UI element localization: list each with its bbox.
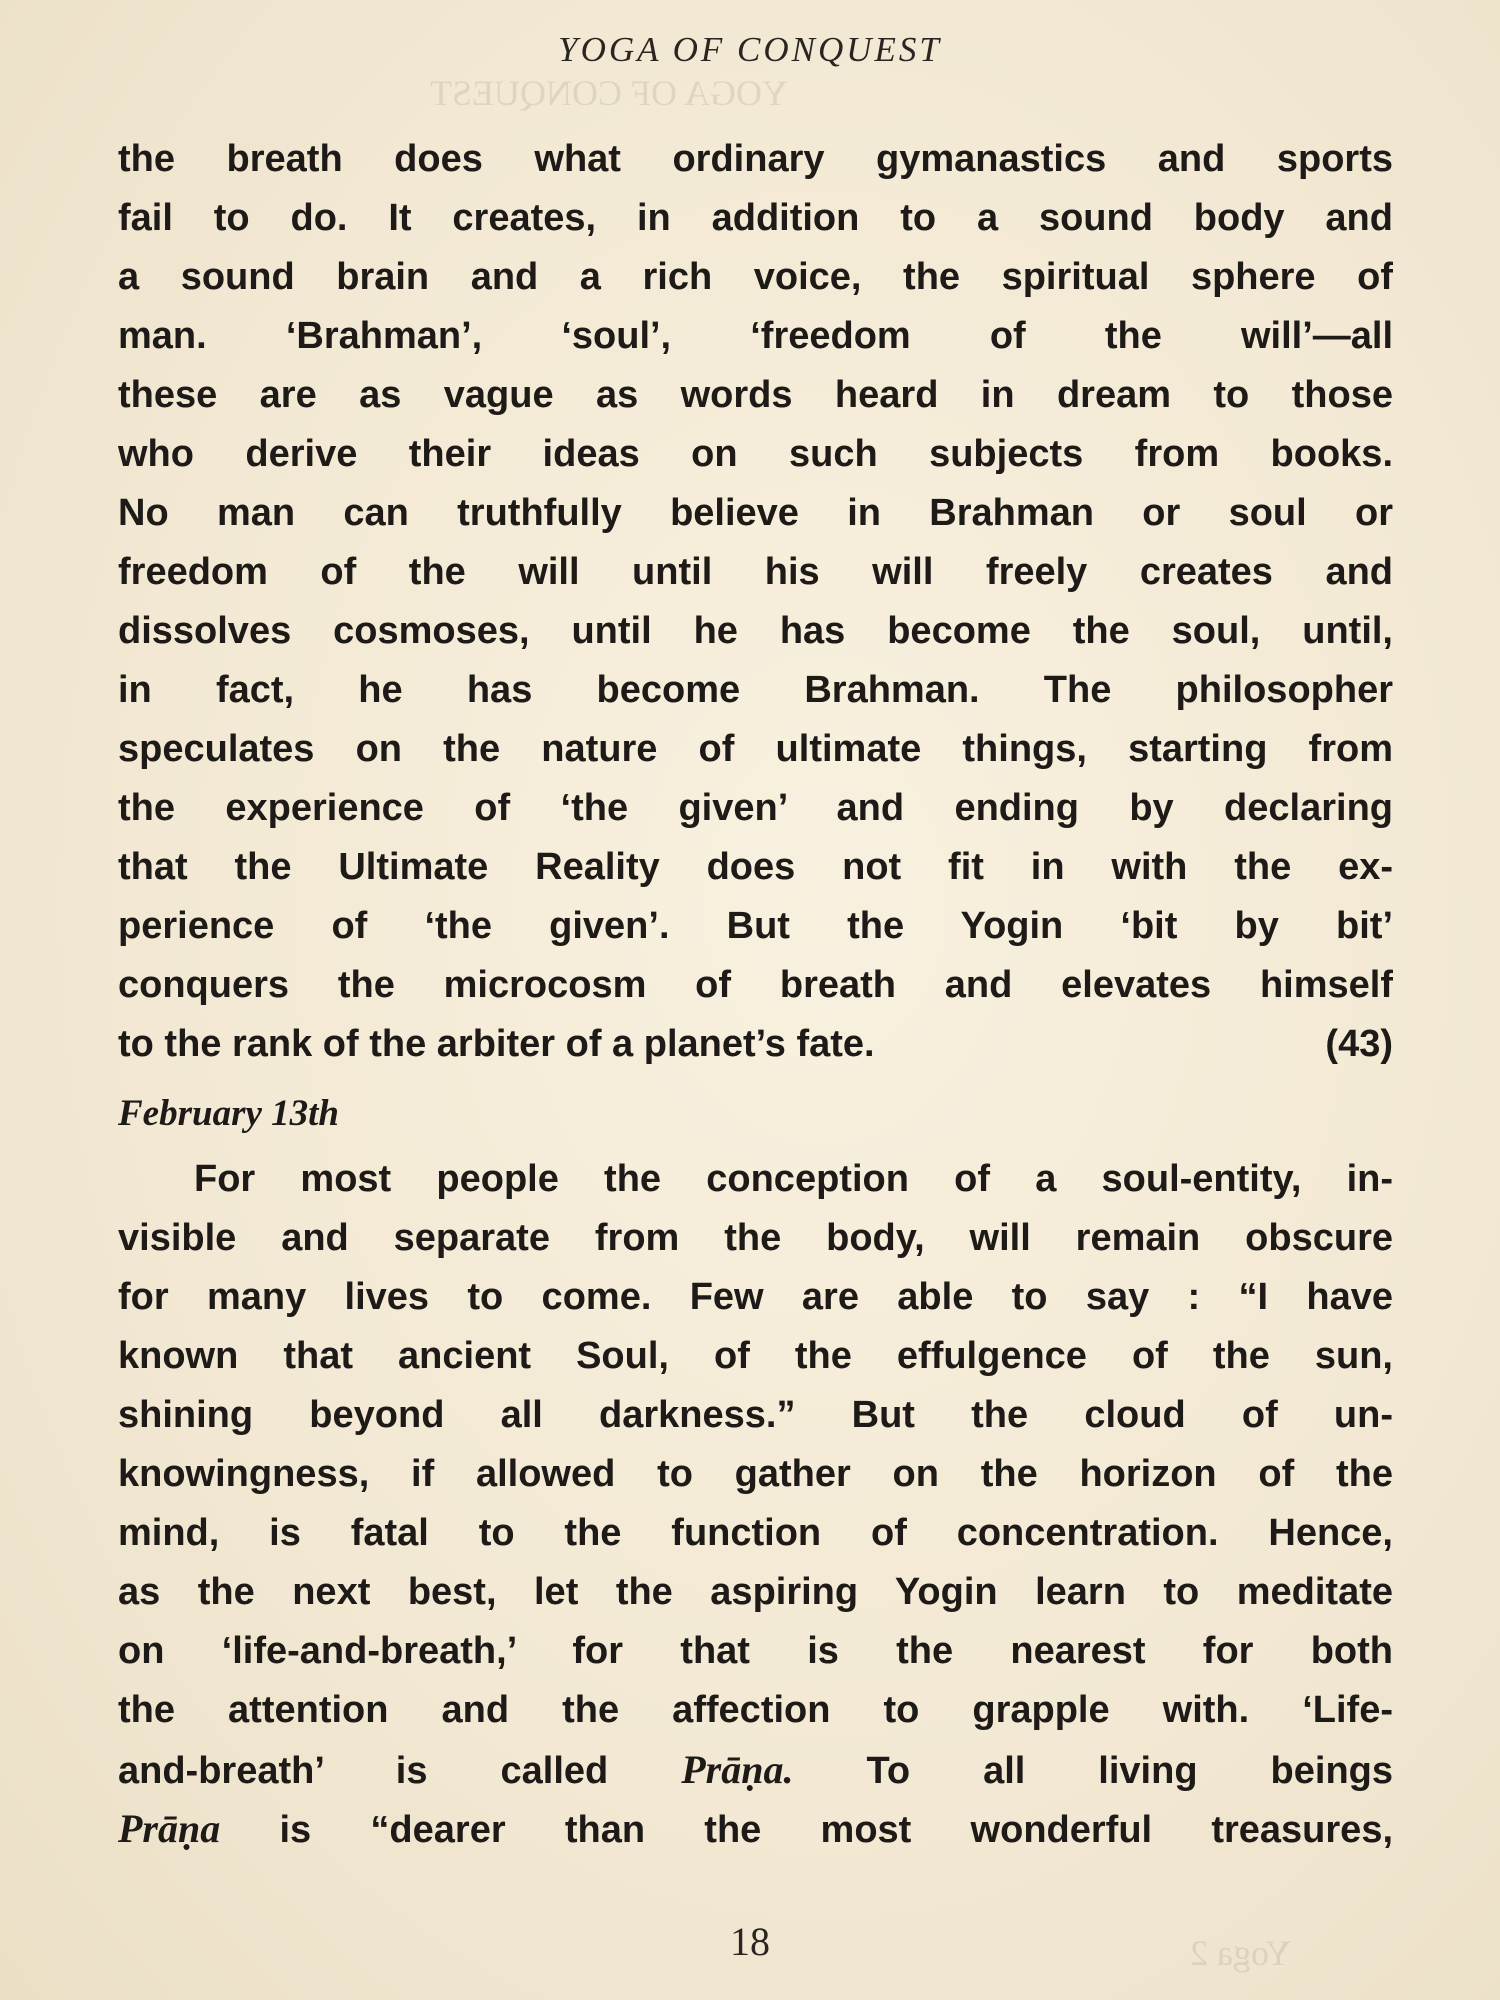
- entry-number: (43): [1325, 1023, 1393, 1065]
- text-line: these are as vague as words heard in dream to those: [118, 374, 1393, 416]
- text-line: fail to do. It creates, in addition to a sound body and: [118, 197, 1393, 239]
- text-line: conquers the microcosm of breath and elevates himself: [118, 964, 1393, 1006]
- text-line: knowingness, if allowed to gather on the horizon of the: [118, 1453, 1393, 1495]
- text-line: visible and separate from the body, will remain obscure: [118, 1217, 1393, 1259]
- text-line: No man can truthfully believe in Brahman or soul or: [118, 492, 1393, 534]
- text-line: for many lives to come. Few are able to say : “I have: [118, 1276, 1393, 1318]
- text-line-last: [118, 1015, 1393, 1074]
- text-line: shining beyond all darkness.” But the cloud of un-: [118, 1394, 1393, 1436]
- text-line: that the Ultimate Reality does not fit in with the ex-: [118, 846, 1393, 888]
- text-line: the experience of ‘the given’ and ending by declaring: [118, 787, 1393, 829]
- text-line: dissolves cosmoses, until he has become the soul, until,: [118, 610, 1393, 652]
- running-header: YOGA OF CONQUEST: [558, 30, 942, 69]
- text-line: in fact, he has become Brahman. The philosopher: [118, 669, 1393, 711]
- show-through-text: YOGA OF CONQUEST: [430, 73, 789, 113]
- entry-date: February 13th: [118, 1093, 340, 1134]
- text-line: mind, is fatal to the function of concentration. Hence,: [118, 1512, 1393, 1554]
- text-line: perience of ‘the given’. But the Yogin ‘bit by bit’: [118, 905, 1393, 947]
- text-line: as the next best, let the aspiring Yogin learn to meditate: [118, 1571, 1393, 1613]
- show-through-text: Yoga 2: [1190, 1933, 1292, 1973]
- text-line: on ‘life-and-breath,’ for that is the nearest for both: [118, 1630, 1393, 1672]
- text-line: speculates on the nature of ultimate things, starting from: [118, 728, 1393, 770]
- text-line: who derive their ideas on such subjects from books.: [118, 433, 1393, 475]
- text-line: the breath does what ordinary gymanastics and sports: [118, 138, 1393, 180]
- sanskrit-term: Prāṇa: [118, 1806, 221, 1851]
- text-line: freedom of the will until his will freely creates and: [118, 551, 1393, 593]
- page-number: 18: [730, 1919, 770, 1964]
- sanskrit-term: Prāṇa.: [681, 1747, 794, 1792]
- text-line: [118, 1799, 1393, 1858]
- text-line: a sound brain and a rich voice, the spiritual sphere of: [118, 256, 1393, 298]
- text-line: the attention and the affection to grapple with. ‘Life-: [118, 1689, 1393, 1731]
- text-fragment: is “dearer than the most wonderful treasures,: [279, 1809, 1393, 1851]
- text-line: known that ancient Soul, of the effulgence of the sun,: [118, 1335, 1393, 1377]
- paragraph-end-text: to the rank of the arbiter of a planet’s fate.: [118, 1023, 875, 1065]
- text-fragment: and-breath’ is called: [118, 1750, 609, 1792]
- text-line: For most people the conception of a soul-entity, in-: [194, 1158, 1393, 1200]
- text-fragment: To all living beings: [866, 1750, 1393, 1792]
- text-line: [118, 1740, 1393, 1799]
- body-text: [118, 130, 1393, 1858]
- text-line: man. ‘Brahman’, ‘soul’, ‘freedom of the will’—all: [118, 315, 1393, 357]
